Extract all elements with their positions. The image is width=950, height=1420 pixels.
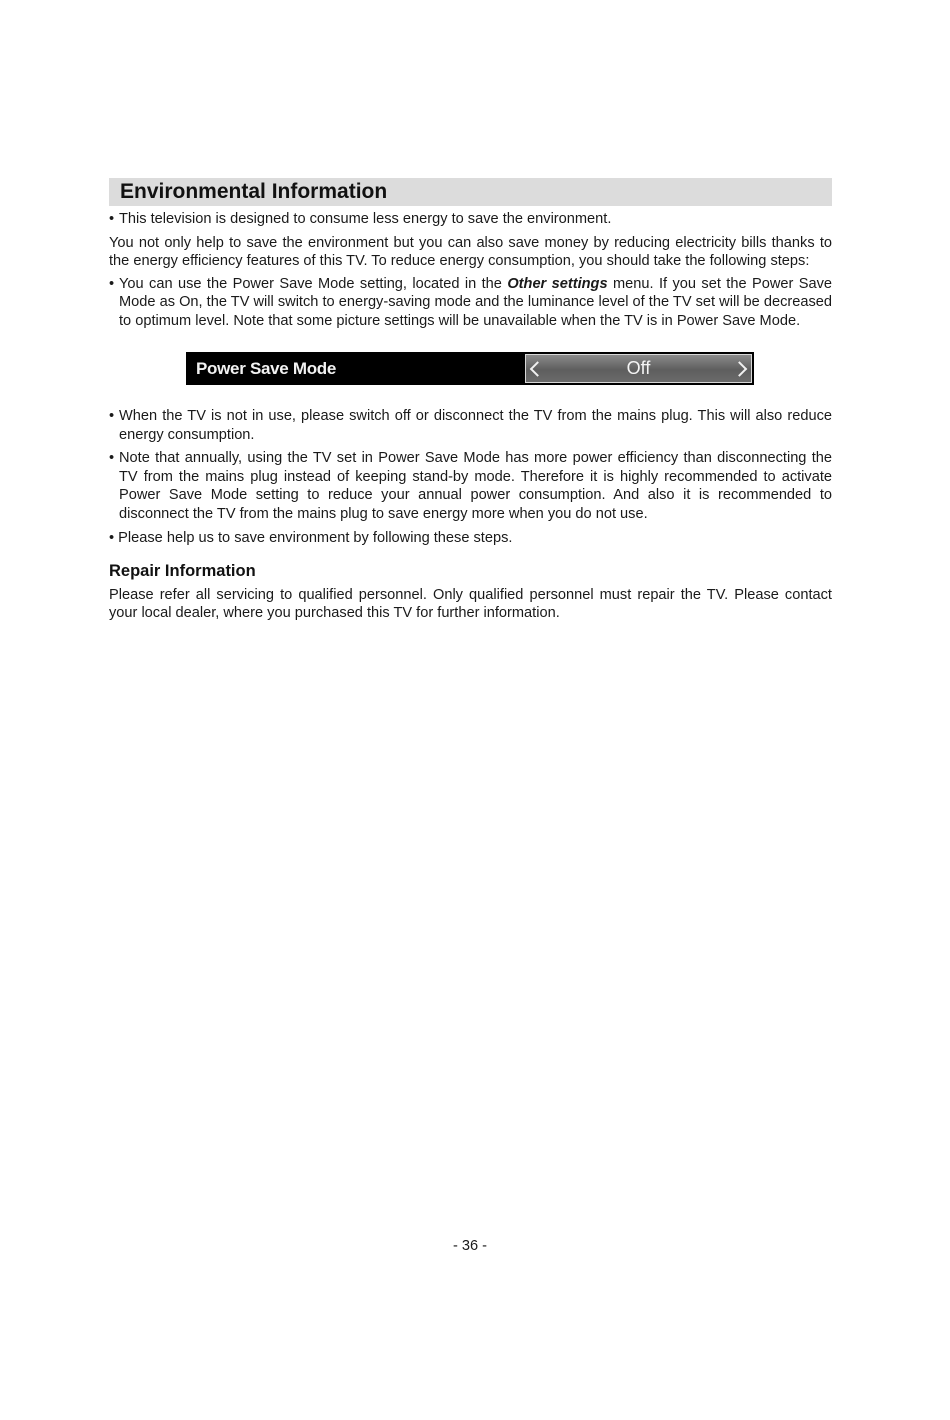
repair-heading: Repair Information xyxy=(109,561,256,580)
bullet-energy-design xyxy=(109,210,832,229)
bullet-text-before: You can use the Power Save Mode setting, located in the xyxy=(119,275,508,292)
bullet-help-environment xyxy=(109,529,832,548)
repair-paragraph: Please refer all servicing to qualified personnel. Only qualified personnel must repair the TV. Please contact your local dealer, where you purchased this TV for further information. xyxy=(109,586,832,621)
bullet-marker: • xyxy=(109,211,115,227)
bullet-text: Please help us to save environment by following these steps. xyxy=(118,530,513,546)
section-title: Environmental Information xyxy=(109,178,832,206)
other-settings-emphasis: Other settings xyxy=(507,275,608,292)
power-save-mode-menu[interactable] xyxy=(186,352,754,385)
document-content xyxy=(109,178,832,623)
chevron-left-icon[interactable] xyxy=(530,361,546,377)
bullet-text: Note that annually, using the TV set in Power Save Mode has more power efficiency than disconnecting the TV from the mains plug instead of keeping stand-by mode. Therefore it is highly recommended to activate Power Save Mode setting to reduce your annual power consumption. And also it is recommended to disconnect the TV from the mains plug to save energy more when you do not use. xyxy=(119,450,832,522)
bullet-switch-off xyxy=(109,407,832,444)
bullet-text: This television is designed to consume less energy to save the environment. xyxy=(119,211,612,227)
chevron-right-icon[interactable] xyxy=(732,361,748,377)
power-save-mode-selector[interactable] xyxy=(525,354,752,383)
bullet-power-save-mode xyxy=(109,275,832,331)
bullet-marker: • xyxy=(109,450,115,466)
menu-value: Off xyxy=(626,358,651,378)
page-number: - 36 - xyxy=(452,1238,488,1254)
bullet-marker: • xyxy=(109,408,115,424)
bullet-text: When the TV is not in use, please switch off or disconnect the TV from the mains plug. This will also reduce energy consumption. xyxy=(119,408,832,443)
menu-label: Power Save Mode xyxy=(196,359,337,378)
bullet-annual-efficiency xyxy=(109,449,832,523)
bullet-marker: • xyxy=(109,530,115,546)
bullet-marker: • xyxy=(109,275,115,292)
intro-paragraph: You not only help to save the environment but you can also save money by reducing electricity bills thanks to the energy efficiency features of this TV. To reduce energy consumption, you should take the following steps: xyxy=(109,234,832,269)
bullet-text-after: menu. If you set the Power Save Mode as On, the TV will switch to energy-saving mode and the luminance level of the TV set will be decreased to optimum level. Note that some picture settings will be unavailable when the TV is in Power Save Mode. xyxy=(119,275,833,329)
